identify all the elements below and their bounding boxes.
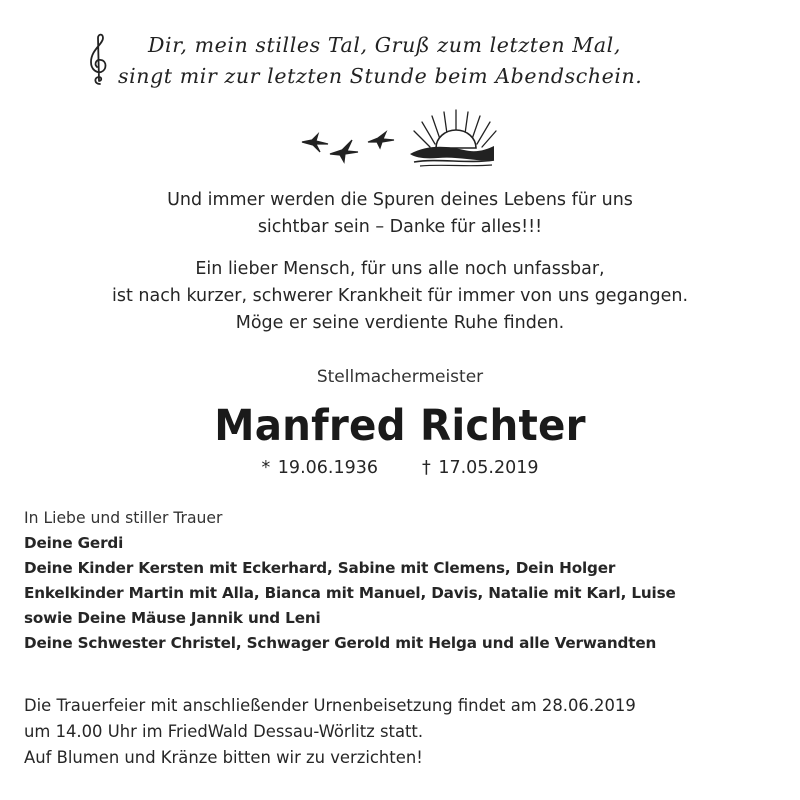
birds-sunset-icon — [298, 104, 498, 168]
mourner-line: Deine Kinder Kersten mit Eckerhard, Sabine mit Clemens, Dein Holger — [24, 559, 616, 577]
poem — [0, 28, 800, 92]
deceased-title: Stellmachermeister — [316, 367, 484, 387]
message-text — [0, 256, 800, 337]
birth-date: * 19.06.1936 — [261, 458, 378, 478]
message-line-1: Ein lieber Mensch, für uns alle noch unfassbar, — [195, 259, 605, 279]
intro-line-2: sichtbar sein – Danke für alles!!! — [257, 217, 543, 237]
notice-line-2: um 14.00 Uhr im FriedWald Dessau-Wörlitz statt. — [24, 722, 424, 741]
poem-line-2: singt mir zur letzten Stunde beim Abendschein. — [118, 64, 643, 88]
notice-line-1: Die Trauerfeier mit anschließender Urnenbeisetzung findet am 28.06.2019 — [24, 696, 636, 715]
death-date: † 17.05.2019 — [422, 458, 539, 478]
intro-line-1: Und immer werden die Spuren deines Lebens für uns — [167, 190, 633, 210]
deceased-name: Manfred Richter — [214, 401, 586, 451]
poem-line-1: Dir, mein stilles Tal, Gruß zum letzten Mal, — [148, 33, 621, 57]
mourners-list — [24, 506, 784, 656]
mourner-line: sowie Deine Mäuse Jannik und Leni — [24, 609, 321, 627]
mourner-line: Enkelkinder Martin mit Alla, Bianca mit Manuel, Davis, Natalie mit Karl, Luise — [24, 584, 676, 602]
treble-clef-icon — [86, 32, 112, 88]
notice-line-3: Auf Blumen und Kränze bitten wir zu verzichten! — [24, 748, 423, 767]
intro-text — [0, 187, 800, 241]
life-dates — [0, 455, 800, 481]
mourner-line: Deine Schwester Christel, Schwager Gerold mit Helga und alle Verwandten — [24, 634, 657, 652]
message-line-2: ist nach kurzer, schwerer Krankheit für immer von uns gegangen. — [111, 286, 689, 306]
message-line-3: Möge er seine verdiente Ruhe finden. — [235, 313, 565, 333]
funeral-notice — [24, 693, 794, 771]
mourners-lead: In Liebe und stiller Trauer — [24, 509, 223, 527]
mourner-line: Deine Gerdi — [24, 534, 124, 552]
